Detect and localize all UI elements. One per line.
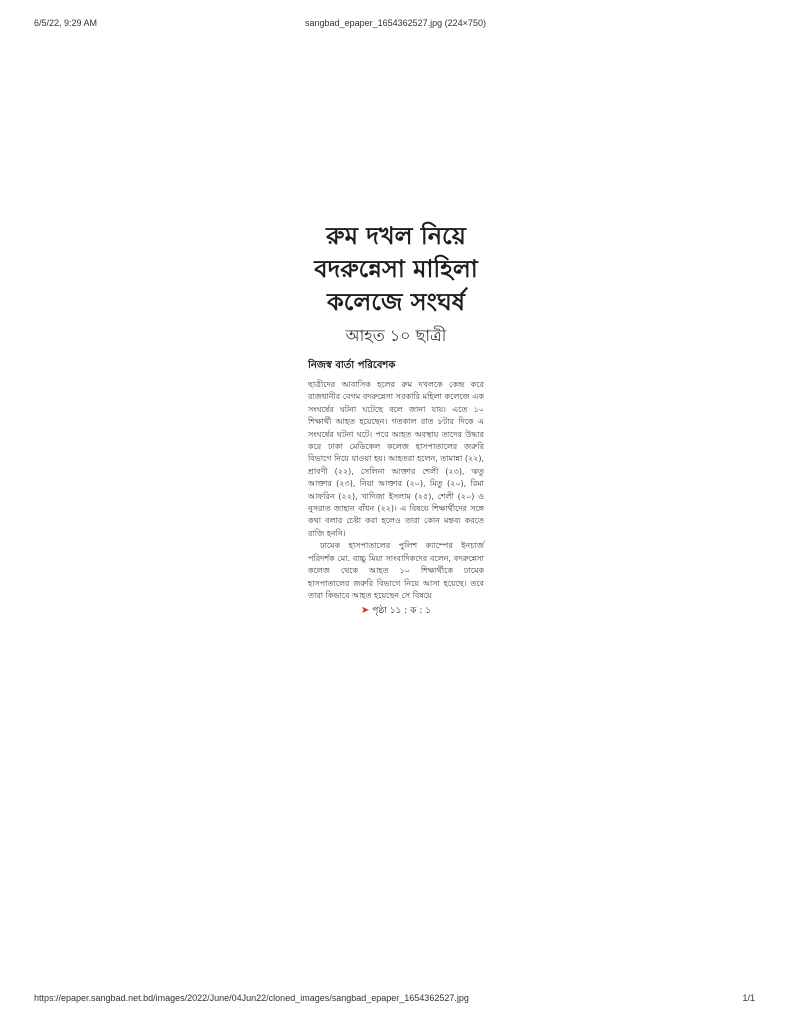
article-paragraph: ঢামেক হাসপাতালের পুলিশ ক্যাম্পের ইনচার্জ পরিদর্শক মো. বাচ্চু মিয়া সাংবাদিকদের বলেন, বদরুন্নেসা কলেজ থেকে আহত ১০ শিক্ষার্থীকে ঢামেক হাসপাতালের জরুরি বিভাগে নিয়ে আসা হয়েছে। তবে তারা কিভাবে আহত হয়েছেন সে বিষয়ে [308,541,484,600]
headline-line: বদরুন্নেসা মাহিলা [314,255,478,283]
newspaper-clipping [308,220,484,618]
chevron-right-icon: ➤ [360,605,370,617]
print-header [0,18,791,32]
print-page-number: 1/1 [742,993,755,1003]
print-datetime: 6/5/22, 9:29 AM [34,18,98,28]
print-footer [0,993,791,1007]
headline-line: কলেজে সংঘর্ষ [326,288,466,316]
print-page-title: sangbad_epaper_1654362527.jpg (224×750) [305,18,486,28]
continued-label: পৃষ্ঠা ১১ : ক : ১ [372,606,432,617]
article-paragraph: ছাত্রীদের আবাসিক হলের রুম দখলকে কেন্দ্র করে রাজধানীর বেগম বদরুন্নেসা সরকারি মহিলা কলেজে এক সংঘর্ষের ঘটনা ঘটেছে বলে জানা যায়। এতে ১০ শিক্ষার্থী আহত হয়েছেন। গতকাল রাত ৮টার দিকে এ সংঘর্ষের ঘটনা ঘটে। পরে আহত অবস্থায় তাদের উদ্ধার করে ঢাকা মেডিকেল কলেজ হাসপাতালের জরুরি বিভাগে নিয়ে যাওয়া হয়। আহতরা হলেন, তামান্না (২২), শ্রাবণী (২২), সেলিনা আক্তার শেলী (২৩), ঋতু আক্তার (২৩), নিয়া আক্তার (২০), মিতু (২০), রিমা আফরিন (২২), খাদিজা ইসলাম (২৫), শেলী (২০) ও নুসরাত জাহান বাঁধন (২২)। এ বিষয়ে শিক্ষার্থীদের সঙ্গে কথা বলার চেষ্টা করা হলেও তারা কোন মন্তব্য করতে রাজি হননি। [308,380,485,538]
article-byline: নিজস্ব বার্তা পরিবেশক [308,360,396,371]
print-url: https://epaper.sangbad.net.bd/images/2022/June/04Jun22/cloned_images/sangbad_epaper_1654362527.jpg [34,993,469,1003]
article-headline [308,220,484,319]
headline-line: রুম দখল নিয়ে [326,222,466,250]
article-body [308,379,484,602]
article-subheadline: আহত ১০ ছাত্রী [345,326,447,345]
continued-on-page [308,604,484,618]
